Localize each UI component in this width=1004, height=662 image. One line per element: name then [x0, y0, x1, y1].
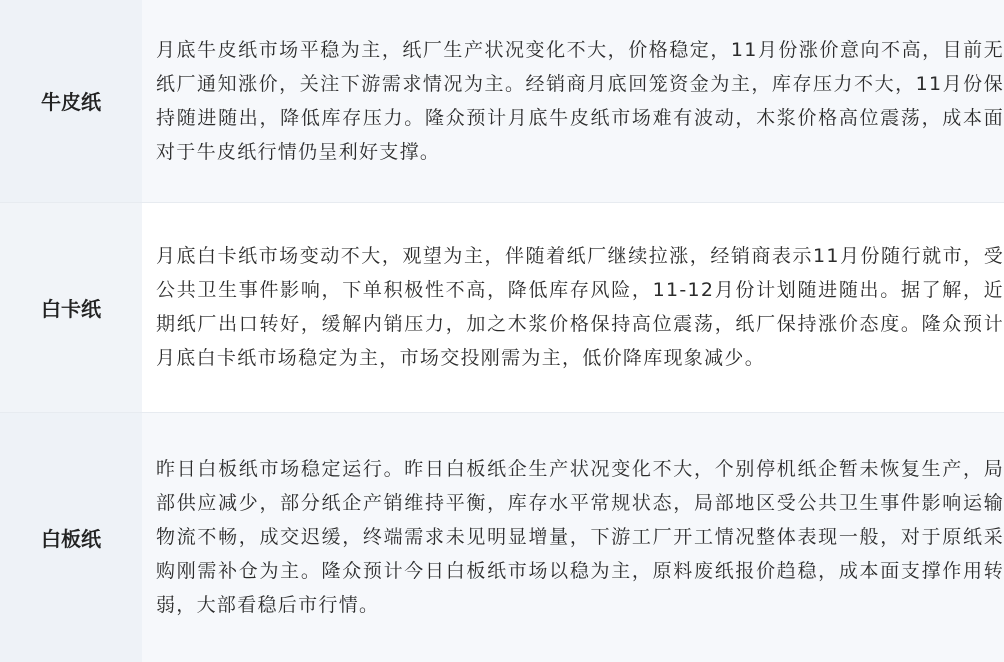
table-row-kraft-paper [0, 0, 1004, 202]
row-label-white-cardboard: 白卡纸 [0, 202, 142, 412]
row-label-whiteboard-paper: 白板纸 [0, 412, 142, 662]
row-text-cell [142, 202, 1004, 412]
table-row-whiteboard-paper [0, 412, 1004, 662]
row-text-cell [142, 412, 1004, 662]
row-label-kraft-paper: 牛皮纸 [0, 0, 142, 202]
row-text-cell [142, 0, 1004, 202]
row-text-white-cardboard: 月底白卡纸市场变动不大，观望为主，伴随着纸厂继续拉涨，经销商表示11月份随行就市，受公共卫生事件影响，下单积极性不高，降低库存风险，11-12月份计划随进随出。据了解，近期纸厂出口转好，缓解内销压力，加之木浆价格保持高位震荡，纸厂保持涨价态度。隆众预计月底白卡纸市场稳定为主，市场交投刚需为主，低价降库现象减少。 [156, 245, 1004, 369]
row-text-kraft-paper: 月底牛皮纸市场平稳为主，纸厂生产状况变化不大，价格稳定，11月份涨价意向不高，目前无纸厂通知涨价，关注下游需求情况为主。经销商月底回笼资金为主，库存压力不大，11月份保持随进随出，降低库存压力。隆众预计月底牛皮纸市场难有波动，木浆价格高位震荡，成本面对于牛皮纸行情仍呈利好支撑。 [156, 38, 1004, 163]
row-text-whiteboard-paper: 昨日白板纸市场稳定运行。昨日白板纸企生产状况变化不大，个别停机纸企暂未恢复生产，局部供应减少，部分纸企产销维持平衡，库存水平常规状态，局部地区受公共卫生事件影响运输物流不畅，成交迟缓，终端需求未见明显增量，下游工厂开工情况整体表现一般，对于原纸采购刚需补仓为主。隆众预计今日白板纸市场以稳为主，原料废纸报价趋稳，成本面支撑作用转弱，大部看稳后市行情。 [156, 458, 1004, 617]
table-row-white-cardboard [0, 202, 1004, 412]
